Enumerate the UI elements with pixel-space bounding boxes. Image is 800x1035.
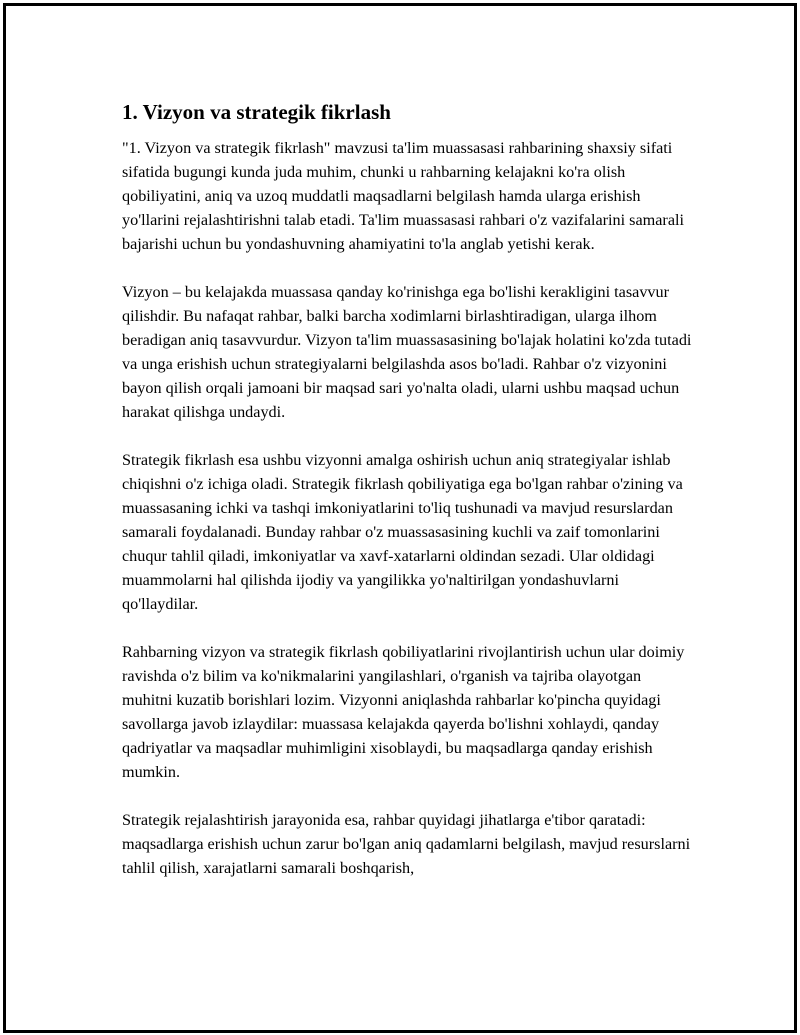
page-frame — [3, 3, 797, 1033]
document-title: 1. Vizyon va strategik fikrlash — [122, 100, 391, 124]
paragraph-4: Rahbarning vizyon va strategik fikrlash qobiliyatlarini rivojlantirish uchun ular doimiy ravishda o'z bilim va ko'nikmalarini yangilashlari, o'rganish va tajriba olayotgan muhitni kuzatib borishlari lozim. Vizyonni aniqlashda rahbarlar ko'pincha quyidagi savollarga javob izlaydilar: muassasa kelajakda qayerda bo'lishni xohlaydi, qanday qadriyatlar va maqsadlar muhimligini xisoblaydi, bu maqsadlarga qanday erishish mumkin. — [122, 643, 685, 781]
document-body — [122, 98, 692, 880]
paragraph-2: Vizyon – bu kelajakda muassasa qanday ko'rinishga ega bo'lishi kerakligini tasavvur qilishdir. Bu nafaqat rahbar, balki barcha xodimlarni birlashtiradigan, ularga ilhom beradigan aniq tasavvurdur. Vizyon ta'lim muassasasining bo'lajak holatini ko'zda tutadi va unga erishish uchun strategiyalarni belgilashda asos bo'ladi. Rahbar o'z vizyonini bayon qilish orqali jamoani bir maqsad sari yo'nalta oladi, ularni ushbu maqsad uchun harakat qilishga undaydi. — [122, 283, 692, 421]
paragraph-3: Strategik fikrlash esa ushbu vizyonni amalga oshirish uchun aniq strategiyalar ishlab chiqishni o'z ichiga oladi. Strategik fikrlash qobiliyatiga ega bo'lgan rahbar o'zining va muassasaning ichki va tashqi imkoniyatlarini to'liq tushunadi va mavjud resurslardan samarali foydalanadi. Bunday rahbar o'z muassasasining kuchli va zaif tomonlarini chuqur tahlil qiladi, imkoniyatlar va xavf-xatarlarni oldindan sezadi. Ular oldidagi muammolarni hal qilishda ijodiy va yangilikka yo'naltirilgan yondashuvlarni qo'llaydilar. — [122, 451, 683, 613]
paragraph-1: "1. Vizyon va strategik fikrlash" mavzusi ta'lim muassasasi rahbarining shaxsiy sifati sifatida bugungi kunda juda muhim, chunki u rahbarning kelajakni ko'ra olish qobiliyatini, aniq va uzoq muddatli maqsadlarni belgilash hamda ularga erishish yo'llarini rejalashtirishni talab etadi. Ta'lim muassasasi rahbari o'z vazifalarini samarali bajarishi uchun bu yondashuvning ahamiyatini to'la anglab yetishi kerak. — [122, 139, 684, 253]
paragraph-5: Strategik rejalashtirish jarayonida esa, rahbar quyidagi jihatlarga e'tibor qaratadi: maqsadlarga erishish uchun zarur bo'lgan aniq qadamlarni belgilash, mavjud resurslarni tahlil qilish, xarajatlarni samarali boshqarish, — [122, 811, 691, 877]
